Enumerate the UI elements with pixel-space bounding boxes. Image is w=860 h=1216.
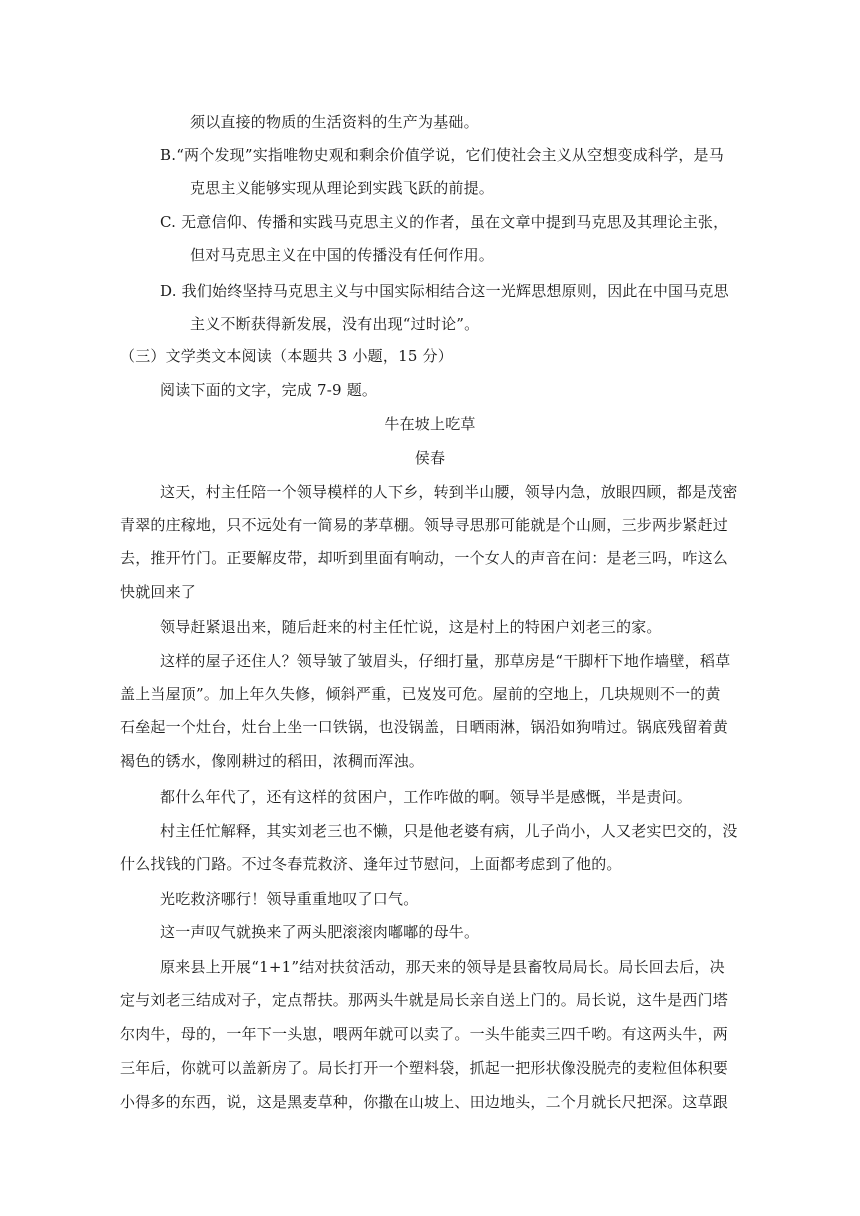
section-heading: （三）文学类文本阅读（本题共 3 小题，15 分） xyxy=(120,347,453,365)
option-b-line1: B.“两个发现”实指唯物史观和剩余价值学说，它们使社会主义从空想变成科学，是马 xyxy=(160,146,724,164)
story-line: 褐色的锈水，像刚耕过的稻田，浓稠而浑浊。 xyxy=(120,752,425,770)
story-line: 定与刘老三结成对子，定点帮扶。那两头牛就是局长亲自送上门的。局长说，这牛是西门塔 xyxy=(120,991,729,1009)
story-line: 尔肉牛，母的，一年下一头崽，喂两年就可以卖了。一头牛能卖三四千哟。有这两头牛，两 xyxy=(120,1025,729,1043)
story-line: 这天，村主任陪一个领导模样的人下乡，转到半山腰，领导内急，放眼四顾，都是茂密 xyxy=(160,483,738,501)
section-instruction: 阅读下面的文字，完成 7-9 题。 xyxy=(160,381,378,399)
option-b-line2: 克思主义能够实现从理论到实践飞跃的前提。 xyxy=(190,179,495,197)
option-d-line1: D. 我们始终坚持马克思主义与中国实际相结合这一光辉思想原则，因此在中国马克思 xyxy=(160,282,729,300)
story-line: 三年后，你就可以盖新房了。局长打开一个塑料袋，抓起一把形状像没脱壳的麦粒但体积要 xyxy=(120,1059,729,1077)
story-line: 盖上当屋顶”。加上年久失修，倾斜严重，已岌岌可危。屋前的空地上，几块规则不一的黄 xyxy=(120,685,721,703)
option-a-continuation: 须以直接的物质的生活资料的生产为基础。 xyxy=(190,113,479,131)
story-line: 这样的屋子还住人？领导皱了皱眉头，仔细打量，那草房是“干脚杆下地作墙壁，稻草 xyxy=(160,652,731,670)
story-line: 青翠的庄稼地，只不远处有一简易的茅草棚。领导寻思那可能就是个山厕，三步两步紧赶过 xyxy=(120,516,729,534)
option-c-line1: C. 无意信仰、传播和实践马克思主义的作者，虽在文章中提到马克思及其理论主张， xyxy=(160,213,729,231)
story-line: 石垒起一个灶台，灶台上坐一口铁锅，也没锅盖，日晒雨淋，锅沿如狗啃过。锅底残留着黄 xyxy=(120,718,729,736)
story-title: 牛在坡上吃草 xyxy=(384,415,476,433)
story-line: 小得多的东西，说，这是黑麦草种，你撒在山坡上、田边地头，二个月就长尺把深。这草跟 xyxy=(120,1093,729,1111)
story-line: 快就回来了 xyxy=(120,583,197,601)
option-d-line2: 主义不断获得新发展，没有出现“过时论”。 xyxy=(190,315,480,333)
story-line: 原来县上开展“1+1”结对扶贫活动，那天来的领导是县畜牧局局长。局长回去后，决 xyxy=(160,958,725,976)
story-author: 侯春 xyxy=(414,449,446,467)
option-c-line2: 但对马克思主义在中国的传播没有任何作用。 xyxy=(190,246,495,264)
story-line: 这一声叹气就换来了两头肥滚滚肉嘟嘟的母牛。 xyxy=(160,923,480,941)
story-line: 都什么年代了，还有这样的贫困户，工作咋做的啊。领导半是感慨，半是责问。 xyxy=(160,788,693,806)
story-line: 光吃救济哪行！领导重重地叹了口气。 xyxy=(160,890,419,908)
story-line: 领导赶紧退出来，随后赶来的村主任忙说，这是村上的特困户刘老三的家。 xyxy=(160,618,662,636)
story-line: 什么找钱的门路。不过冬春荒救济、逢年过节慰问，上面都考虑到了他的。 xyxy=(120,855,622,873)
story-line: 村主任忙解释，其实刘老三也不懒，只是他老婆有病，儿子尚小，人又老实巴交的，没 xyxy=(160,822,738,840)
story-line: 去，推开竹门。正要解皮带，却听到里面有响动，一个女人的声音在问：是老三吗，咋这么 xyxy=(120,549,729,567)
